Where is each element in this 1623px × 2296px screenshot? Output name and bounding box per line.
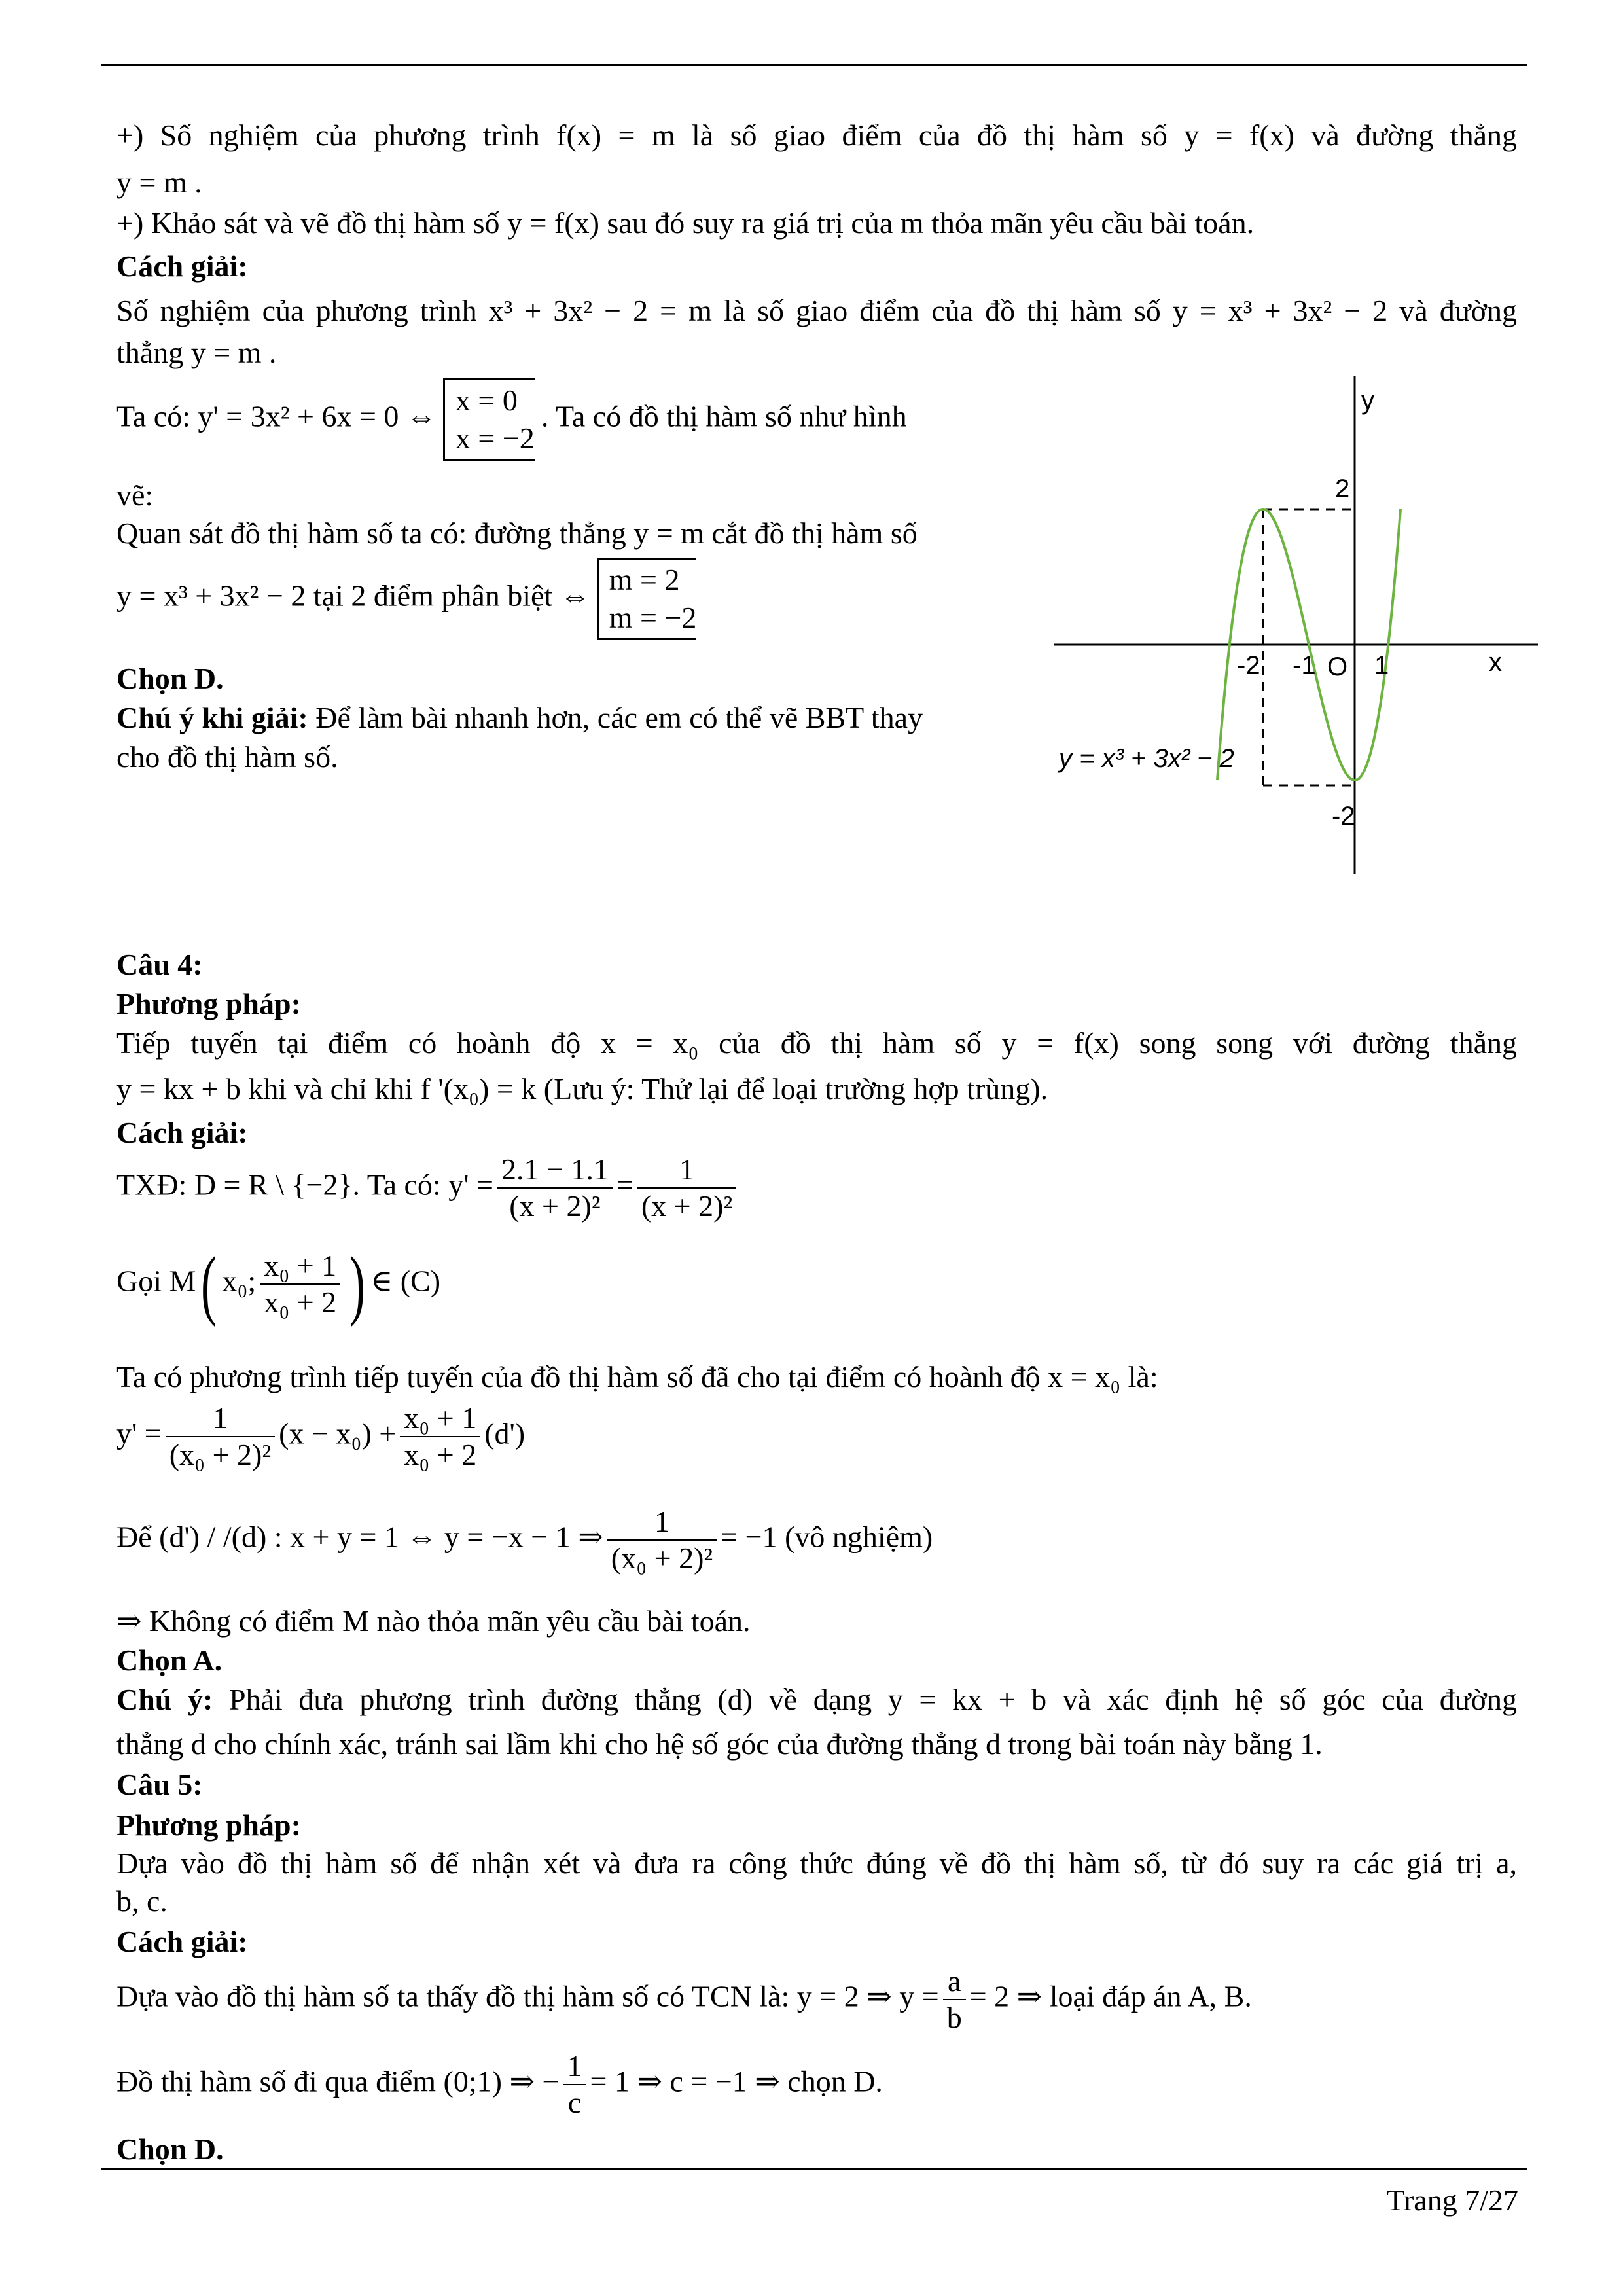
q4-note-line-1: Chú ý: Phải đưa phương trình đường thẳng (d) về dạng y = kx + b và xác định hệ số góc của đường xyxy=(116,1683,1517,1716)
denominator: (x₀ + 2)² xyxy=(169,1438,272,1471)
q5-line-2 xyxy=(116,2049,883,2121)
numerator: x₀ + 1 xyxy=(400,1401,480,1437)
x-axis-label: x xyxy=(1489,648,1502,677)
fraction xyxy=(563,2049,586,2121)
q5-method-1: Dựa vào đồ thị hàm số để nhận xét và đưa ra công thức đúng về đồ thị hàm số, từ đó suy ra các giá trị a, xyxy=(116,1846,1517,1880)
numerator: 1 xyxy=(166,1401,275,1437)
q5-line-1-tail: = 2 ⇒ loại đáp án A, B. xyxy=(969,1979,1252,2013)
q4-point-line: Gọi M( x₀; $\frac{\text{x₀ + 1}}{\text{x₀ + 2}}$ ) ∈ (C) xyxy=(116,1240,441,1327)
tick-label-y2: 2 xyxy=(1335,475,1350,503)
fraction xyxy=(166,1401,275,1473)
q4-conclusion: ⇒ Không có điểm M nào thỏa mãn yêu cầu bài toán. xyxy=(116,1604,751,1638)
q3-line-1: +) Số nghiệm của phương trình f(x) = m là số giao điểm của đồ thị hàm số y = f(x) và đường thẳng xyxy=(116,118,1517,152)
system-row: m = 2 xyxy=(609,563,680,596)
page-number: Trang 7/27 xyxy=(1386,2183,1518,2217)
q3-line-7: vẽ: xyxy=(116,478,154,512)
q3-note-line-1: Chú ý khi giải: Để làm bài nhanh hơn, các em có thể vẽ BBT thay xyxy=(116,701,923,734)
q4-eq-label: (d') xyxy=(484,1416,526,1450)
q5-line-2-text: Đồ thị hàm số đi qua điểm (0;1) ⇒ − xyxy=(116,2064,560,2098)
q3-line-8: Quan sát đồ thị hàm số ta có: đường thẳng y = m cắt đồ thị hàm số xyxy=(116,516,918,550)
numerator: 2.1 − 1.1 xyxy=(497,1152,613,1189)
q4-note-line-2: thẳng d cho chính xác, tránh sai lầm khi cho hệ số góc của đường thẳng d trong bài toán này bằng 1. xyxy=(116,1727,1323,1761)
q3-derivative-system xyxy=(443,378,535,461)
q4-parallel-line xyxy=(116,1504,933,1576)
tick-label-xm1: -1 xyxy=(1293,651,1316,680)
q4-point-x: x₀; xyxy=(222,1264,257,1298)
fraction xyxy=(637,1152,736,1224)
q3-line-3: +) Khảo sát và vẽ đồ thị hàm số y = f(x) sau đó suy ra giá trị của m thỏa mãn yêu cầu bài toán. xyxy=(116,206,1255,240)
fraction xyxy=(943,1964,966,2036)
q5-method-2: b, c. xyxy=(116,1884,168,1918)
q3-note-line-2: cho đồ thị hàm số. xyxy=(116,740,338,774)
fraction xyxy=(400,1401,480,1473)
q5-cach-giai-heading: Cách giải: xyxy=(116,1925,248,1958)
numerator: 1 xyxy=(563,2049,586,2085)
q4-domain-text: TXĐ: D = R \ {−2}. Ta có: y' = xyxy=(116,1168,493,1202)
q4-method-1: Tiếp tuyến tại điểm có hoành độ x = x₀ của đồ thị hàm số y = f(x) song song với đường thẳng xyxy=(116,1026,1517,1060)
q3-conclusion-line xyxy=(116,558,703,640)
numerator: 1 xyxy=(607,1504,717,1541)
system-row: x = −2 xyxy=(455,422,535,455)
fraction xyxy=(607,1504,717,1576)
q3-derivative-tail: . Ta có đồ thị hàm số như hình xyxy=(541,399,907,433)
q4-point-tail: ∈ (C) xyxy=(370,1264,441,1298)
numerator: 1 xyxy=(637,1152,736,1189)
denominator: (x + 2)² xyxy=(641,1189,733,1223)
tick-label-ym2: -2 xyxy=(1332,802,1355,831)
tick-label-xm2: -2 xyxy=(1237,651,1260,680)
q4-domain-line xyxy=(116,1152,740,1224)
q3-cach-giai-heading: Cách giải: xyxy=(116,249,248,283)
q5-line-2-tail: = 1 ⇒ c = −1 ⇒ chọn D. xyxy=(590,2064,883,2098)
q5-answer: Chọn D. xyxy=(116,2132,224,2166)
q4-parallel-tail: = −1 (vô nghiệm) xyxy=(721,1520,933,1554)
tick-label-x1: 1 xyxy=(1374,651,1389,680)
footer-rule xyxy=(101,2168,1527,2170)
cubic-graph xyxy=(1047,367,1544,877)
q4-cach-giai-heading: Cách giải: xyxy=(116,1116,248,1149)
q3-derivative-text: Ta có: y' = 3x² + 6x = 0 ⇔ xyxy=(116,399,437,433)
denominator: c xyxy=(567,2086,582,2119)
q3-conclusion-text: y = x³ + 3x² − 2 tại 2 điểm phân biệt ⇔ xyxy=(116,579,590,613)
q4-answer: Chọn A. xyxy=(116,1643,223,1677)
denominator: x₀ + 2 xyxy=(404,1438,477,1471)
q3-conclusion-system xyxy=(597,558,697,640)
q4-method-heading: Phương pháp: xyxy=(116,987,301,1020)
q5-title: Câu 5: xyxy=(116,1768,203,1801)
q5-line-1 xyxy=(116,1964,1252,2036)
denominator: (x + 2)² xyxy=(509,1189,601,1223)
q4-tangent-intro: Ta có phương trình tiếp tuyến của đồ thị hàm số đã cho tại điểm có hoành độ x = x₀ là: xyxy=(116,1360,1158,1393)
q4-title: Câu 4: xyxy=(116,948,203,981)
q3-answer: Chọn D. xyxy=(116,662,224,695)
q3-line-5: thẳng y = m . xyxy=(116,336,277,369)
origin-label: O xyxy=(1327,653,1348,681)
q4-method-2: y = kx + b khi và chỉ khi f '(x₀) = k (Lưu ý: Thử lại để loại trường hợp trùng). xyxy=(116,1072,1048,1105)
fraction xyxy=(260,1248,340,1320)
header-rule xyxy=(101,64,1527,66)
q3-line-2: y = m . xyxy=(116,166,202,199)
y-axis-label: y xyxy=(1361,386,1374,415)
denominator: b xyxy=(946,2001,962,2034)
fraction xyxy=(497,1152,613,1224)
q4-point-text: Gọi M xyxy=(116,1264,196,1298)
q4-eq-mid: (x − x₀) + xyxy=(279,1416,397,1450)
denominator: (x₀ + 2)² xyxy=(611,1541,713,1575)
q5-method-heading: Phương pháp: xyxy=(116,1808,301,1842)
system-row: m = −2 xyxy=(609,601,697,634)
q4-eq-lhs: y' = xyxy=(116,1416,162,1450)
numerator: x₀ + 1 xyxy=(260,1248,340,1285)
q5-line-1-text: Dựa vào đồ thị hàm số ta thấy đồ thị hàm số có TCN là: y = 2 ⇒ y = xyxy=(116,1979,939,2013)
q4-parallel-text: Để (d') / /(d) : x + y = 1 ⇔ y = −x − 1 ⇒ xyxy=(116,1520,603,1554)
denominator: x₀ + 2 xyxy=(264,1285,337,1319)
system-row: x = 0 xyxy=(455,384,518,417)
q3-line-4: Số nghiệm của phương trình x³ + 3x² − 2 = m là số giao điểm của đồ thị hàm số y = x³ + 3x² − 2 và đường xyxy=(116,294,1517,327)
q4-tangent-equation xyxy=(116,1401,525,1473)
equals: = xyxy=(616,1168,633,1202)
curve-equation: y = x³ + 3x² − 2 xyxy=(1059,744,1234,773)
numerator: a xyxy=(943,1964,966,2000)
q3-derivative-line xyxy=(116,378,907,461)
